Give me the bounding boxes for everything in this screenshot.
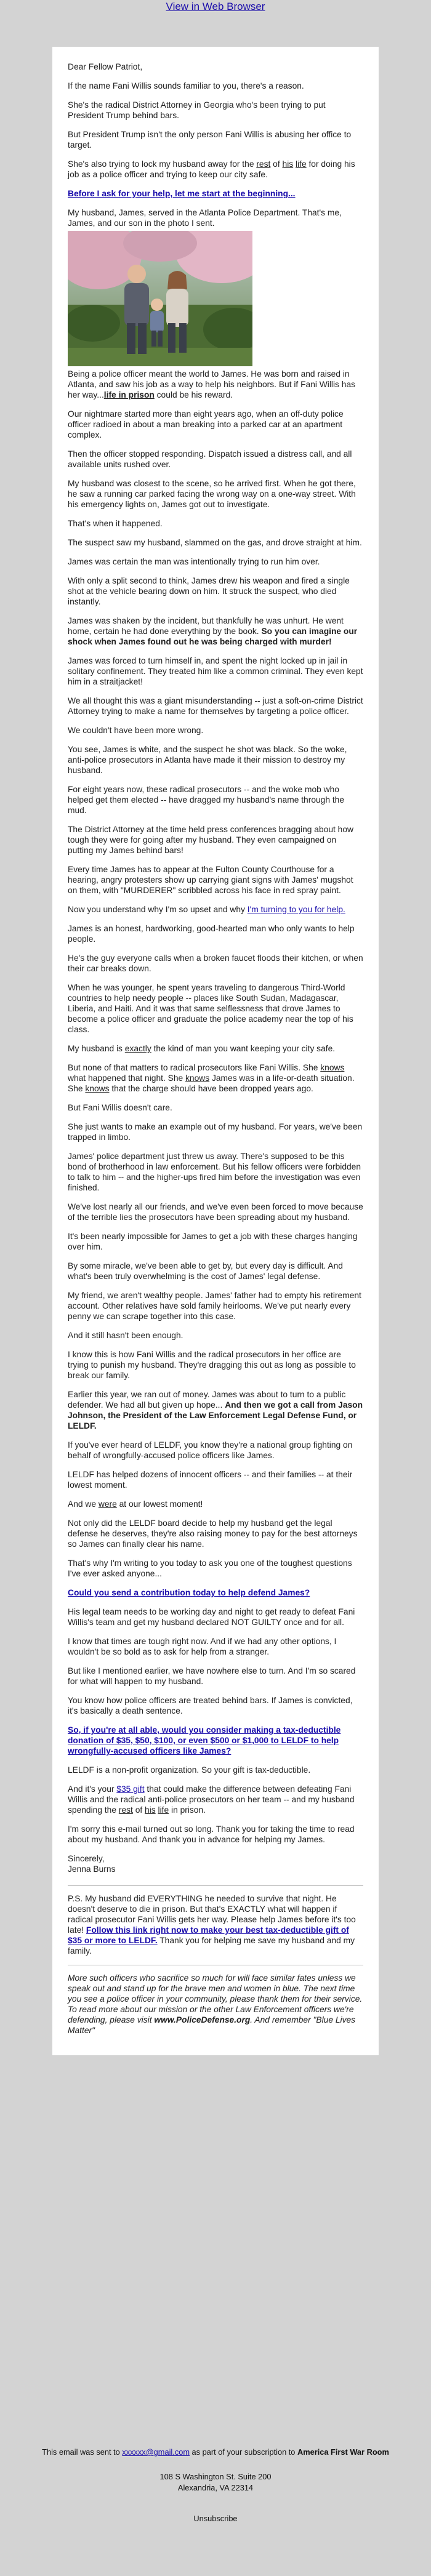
paragraph: You know how police officers are treated behind bars. If James is convicted, it's basically a death sentence. — [68, 1696, 353, 1715]
paragraph: For eight years now, these radical prosecutors -- and the woke mob who helped get them elected -- have dragged my husband's name through the mud. — [68, 785, 345, 815]
unsubscribe-link[interactable]: Unsubscribe — [193, 2514, 238, 2523]
address-line-2: Alexandria, VA 22314 — [177, 2483, 254, 2492]
paragraph — [68, 1725, 363, 1756]
paragraph: That's why I'm writing to you today to ask you one of the toughest questions I've ever asked anyone... — [68, 1559, 352, 1578]
text: Now you understand why I'm so upset and why — [68, 905, 248, 914]
text: were — [98, 1499, 117, 1509]
text: his — [145, 1805, 156, 1815]
paragraph: I know this is how Fani Willis and the radical prosecutors in her office are trying to punish my husband. They're dragging this out as long as possible to break our family. — [68, 1350, 356, 1380]
closing-note — [68, 1973, 363, 2036]
paragraph — [68, 616, 363, 647]
email-footer — [0, 2447, 431, 2524]
text: But none of that matters to radical prosecutors like Fani Willis. She — [68, 1063, 321, 1072]
paragraph: But like I mentioned earlier, we have nowhere else to turn. And I'm so scared for what will happen to my husband. — [68, 1666, 356, 1686]
paragraph — [68, 159, 363, 180]
paragraph — [68, 1499, 363, 1509]
paragraph: His legal team needs to be working day and night to get ready to defeat Fani Willis's team and get my husband declared NOT GUILTY once and for all. — [68, 1607, 355, 1627]
paragraph: LELDF is a non-profit organization. So your gift is tax-deductible. — [68, 1765, 311, 1775]
paragraph — [68, 904, 363, 915]
text: the kind of man you want keeping your city safe. — [151, 1044, 336, 1053]
gift-link[interactable]: $35 gift — [116, 1784, 145, 1794]
paragraph: James was certain the man was intentionally trying to run him over. — [68, 557, 320, 566]
text: My husband is — [68, 1044, 125, 1053]
text: More such officers who sacrifice so much for will face similar fates unless we speak out and stand up for the brave men and women in blue. The next time you see a police officer in your community, please thank them for their service. To read more about our mission or the other Law Enforcement officers we're defending, please visit — [68, 1973, 363, 2024]
paragraph — [68, 369, 363, 400]
text: Earlier this year, we ran out of money. James was about to turn to a public defender. We had all but given up hope... — [68, 1390, 346, 1410]
paragraph: She's the radical District Attorney in Georgia who's been trying to put President Trump behind bars. — [68, 100, 326, 120]
text: could be his reward. — [154, 390, 233, 399]
paragraph: If you've ever heard of LELDF, you know they're a national group fighting on behalf of wrongfully-accused police officers like James. — [68, 1440, 353, 1460]
paragraph — [68, 188, 363, 199]
paragraph: Then the officer stopped responding. Dispatch issued a distress call, and all available units rushed over. — [68, 449, 352, 469]
ps-donate-link[interactable]: Follow this link right now to make your best tax-deductible gift of $35 or more to LELDF. — [68, 1925, 349, 1945]
paragraph: If the name Fani Willis sounds familiar to you, there's a reason. — [68, 81, 304, 90]
signer-name: Jenna Burns — [68, 1864, 116, 1874]
text: Thank you for helping me save my husband and my family. — [68, 1936, 355, 1956]
paragraph: With only a split second to think, James drew his weapon and fired a single shot at the vehicle bearing down on him. It struck the suspect, who died instantly. — [68, 576, 350, 606]
paragraph: By some miracle, we've been able to get by, but every day is difficult. And what's been truly overwhelming is the cost of James' legal defense. — [68, 1261, 343, 1281]
paragraph: Every time James has to appear at the Fulton County Courthouse for a hearing, angry protesters show up carrying giant signs with James' mugshot on them, with "MURDERER" scribbled across his face in red spray paint. — [68, 865, 353, 895]
paragraph: Not only did the LELDF board decide to help my husband get the legal defense he deserves, they're also raising money to pay for the best attorneys so James can finally clear his name. — [68, 1519, 358, 1549]
paragraph: James was forced to turn himself in, and spent the night locked up in jail in solitary confinement. They treated him like a common criminal. They even kept him in a straitjacket! — [68, 656, 363, 686]
text: James was shaken by the incident, but thankfully he was unhurt. He went home, certain he had done everything by the book. — [68, 616, 344, 636]
greeting: Dear Fellow Patriot, — [68, 62, 143, 71]
paragraph: She just wants to make an example out of my husband. For years, we've been trapped in limbo. — [68, 1122, 363, 1142]
text: in prison. — [169, 1805, 206, 1815]
text: And then we got a call from Jason Johnson, the President of the Law Enforcement Legal Defense Fund, or LELDF. — [68, 1400, 363, 1430]
paragraph: But Fani Willis doesn't care. — [68, 1103, 172, 1112]
paragraph: Our nightmare started more than eight years ago, when an off-duty police officer radioed in about a man breaking into a parked car at an apartment complex. — [68, 409, 344, 439]
paragraph — [68, 1043, 363, 1054]
address-line-1: 108 S Washington St. Suite 200 — [159, 2472, 272, 2481]
view-in-browser-bar — [0, 0, 431, 14]
postscript — [68, 1893, 363, 1956]
text: that the charge should have been dropped years ago. — [109, 1084, 313, 1093]
paragraph: When he was younger, he spent years traveling to dangerous Third-World countries to help needy people -- places like South Sudan, Madagascar, Liberia, and Haiti. And it was that same selflessness that drove James to become a police officer and graduate the police academy near the top of his class. — [68, 983, 353, 1034]
paragraph: The District Attorney at the time held press conferences bragging about how tough they were for going after my husband. They even campaigned on putting my James behind bars! — [68, 825, 353, 855]
paragraph: We've lost nearly all our friends, and we've even been forced to move because of the terrible lies the prosecutors have been spreading about my husband. — [68, 1202, 363, 1222]
paragraph — [68, 1389, 363, 1431]
text: So you can imagine our shock when James found out he was being charged with murder! — [68, 627, 358, 646]
text: She's also trying to lock my husband away for the — [68, 159, 257, 169]
paragraph: But President Trump isn't the only person Fani Willis is abusing her office to target. — [68, 130, 352, 150]
org-name: America First War Room — [297, 2447, 389, 2457]
text: Being a police officer meant the world to James. He was born and raised in Atlanta, and saw his job as a way to help his neighbors. But if Fani Willis has her way... — [68, 369, 356, 399]
paragraph: James' police department just threw us away. There's supposed to be this bond of brotherhood in law enforcement. But his fellow officers were forbidden to talk to him -- and the higher-ups fired him before the investigation was even finished. — [68, 1152, 361, 1192]
text: as part of your subscription to — [190, 2447, 297, 2457]
view-in-browser-link[interactable]: View in Web Browser — [166, 1, 265, 12]
text: for doing his job as a police officer and trying to keep our city safe. — [68, 159, 355, 179]
beginning-link[interactable]: Before I ask for your help, let me start at the beginning... — [68, 189, 296, 198]
text: exactly — [124, 1044, 151, 1053]
subscription-line — [0, 2447, 431, 2458]
text: of — [132, 1805, 145, 1815]
paragraph: You see, James is white, and the suspect he shot was black. So the woke, anti-police prosecutors in Atlanta have made it their mission to destroy my husband. — [68, 745, 347, 775]
contribution-link[interactable]: Could you send a contribution today to help defend James? — [68, 1588, 310, 1597]
paragraph: LELDF has helped dozens of innocent officers -- and their families -- at their lowest moment. — [68, 1470, 353, 1490]
paragraph: I know that times are tough right now. And if we had any other options, I wouldn't be so bold as to ask for help from a stranger. — [68, 1637, 337, 1656]
text: And it's your — [68, 1784, 117, 1794]
text: at our lowest moment! — [116, 1499, 203, 1509]
paragraph: We all thought this was a giant misunderstanding -- just a soft-on-crime District Attorney trying to make a name for themselves by targeting a police officer. — [68, 696, 363, 716]
donation-link[interactable]: So, if you're at all able, would you consider making a tax-deductible donation of $35, $50, $100, or even $500 or $1,000 to LELDF to help wrongfully-accused officers like James? — [68, 1725, 341, 1755]
text: This email was sent to — [42, 2447, 123, 2457]
text: knows — [320, 1063, 345, 1072]
paragraph: We couldn't have been more wrong. — [68, 726, 204, 735]
paragraph — [68, 1587, 363, 1598]
text: what happened that night. She — [68, 1073, 186, 1083]
site-name: www.PoliceDefense.org — [154, 2015, 251, 2024]
paragraph: My friend, we aren't wealthy people. James' father had to empty his retirement account. Other relatives have sold family heirlooms. We've put nearly every penny we can scrape together into this case. — [68, 1291, 361, 1321]
divider — [68, 1885, 363, 1886]
paragraph: My husband, James, served in the Atlanta Police Department. That's me, James, and our son in the photo I sent. — [68, 208, 342, 228]
text: rest — [118, 1805, 133, 1815]
paragraph: He's the guy everyone calls when a broken faucet floods their kitchen, or when their car breaks down. — [68, 953, 363, 973]
paragraph: I'm sorry this e-mail turned out so long. Thank you for taking the time to read about my husband. And thank you in advance for helping my James. — [68, 1824, 355, 1844]
signature — [68, 1853, 363, 1874]
paragraph: It's been nearly impossible for James to get a job with these charges hanging over him. — [68, 1232, 358, 1251]
family-photo — [68, 231, 252, 366]
paragraph — [68, 1784, 363, 1815]
text: knows — [85, 1084, 110, 1093]
text: And we — [68, 1499, 99, 1509]
paragraph: James is an honest, hardworking, good-hearted man who only wants to help people. — [68, 924, 355, 944]
text: that could make the difference between defeating Fani Willis and the radical anti-police prosecutors on her team -- and my husband spending the — [68, 1784, 355, 1815]
paragraph: That's when it happened. — [68, 519, 163, 528]
text: knows — [185, 1073, 210, 1083]
text: James was in a life-or-death situation. She — [68, 1073, 355, 1093]
text: life — [296, 159, 307, 169]
signoff: Sincerely, — [68, 1854, 105, 1863]
turning-to-you-link[interactable]: I'm turning to you for help. — [247, 905, 345, 914]
spacer — [0, 2458, 431, 2471]
paragraph — [68, 1062, 363, 1094]
text: . And remember "Blue Lives Matter" — [68, 2015, 356, 2035]
text: P.S. My husband did EVERYTHING he needed to survive that night. He doesn't deserve to die in prison. But that's EXACTLY what will happen if radical prosecutor Fani Willis gets her way. Please help James before it's too late! — [68, 1894, 356, 1935]
letter-card — [52, 47, 379, 2055]
paragraph: My husband was closest to the scene, so he arrived first. When he got there, he saw a running car parked facing the wrong way on a one-way street. With his emergency lights on, James got out to investigate. — [68, 479, 356, 509]
paragraph: And it still hasn't been enough. — [68, 1331, 183, 1340]
text: of — [270, 159, 283, 169]
life-in-prison-text[interactable]: life in prison — [103, 390, 155, 399]
recipient-email-link[interactable]: xxxxxx@gmail.com — [122, 2447, 190, 2457]
text: life — [158, 1805, 169, 1815]
spacer — [0, 2494, 431, 2513]
text: rest — [256, 159, 271, 169]
paragraph: The suspect saw my husband, slammed on the gas, and drove straight at him. — [68, 538, 362, 547]
text: his — [282, 159, 294, 169]
